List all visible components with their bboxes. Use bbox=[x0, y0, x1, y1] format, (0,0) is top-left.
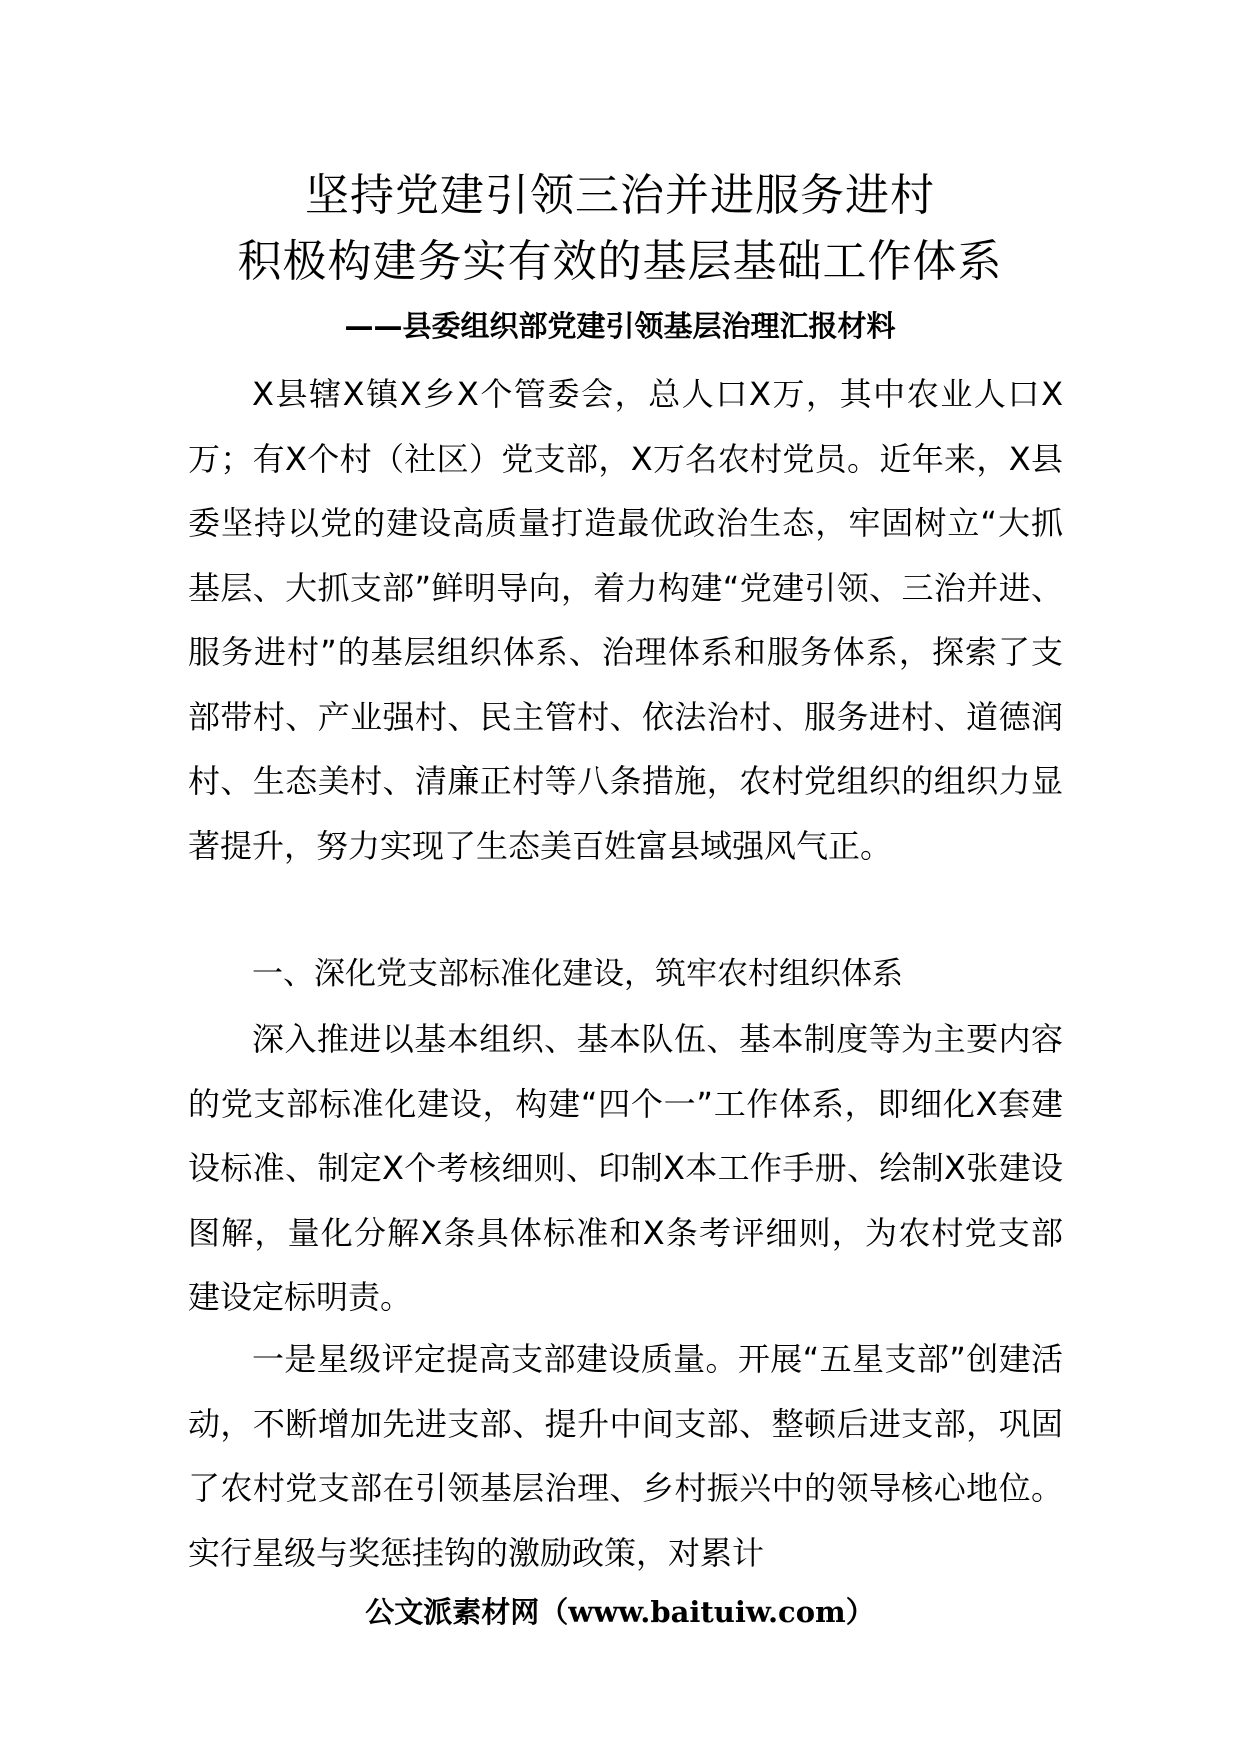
section-1-point-1-paragraph: 一是星级评定提高支部建设质量。开展“五星支部”创建活动，不断增加先进支部、提升中间支部、整顿后进支部，巩固了农村党支部在引领基层治理、乡村振兴中的领导核心地位。实行星级与奖惩挂钩的激励政策，对累计 bbox=[188, 1340, 1063, 1572]
section-1-heading: 一、深化党支部标准化建设，筑牢农村组织体系 bbox=[252, 956, 903, 992]
document-title-line-2: 积极构建务实有效的基层基础工作体系 bbox=[237, 236, 1003, 287]
footer-watermark: 公文派素材网（www.baituiw.com） bbox=[365, 1595, 875, 1629]
intro-paragraph: X县辖X镇X乡X个管委会，总人口X万，其中农业人口X万；有X个村（社区）党支部，X万名农村党员。近年来，X县委坚持以党的建设高质量打造最优政治生态，牢固树立“大抓基层、大抓支部”鲜明导向，着力构建“党建引领、三治并进、服务进村”的基层组织体系、治理体系和服务体系，探索了支部带村、产业强村、民主管村、依法治村、服务进村、道德润村、生态美村、清廉正村等八条措施，农村党组织的组织力显著提升，努力实现了生态美百姓富县域强风气正。 bbox=[188, 375, 1063, 865]
section-1-paragraph: 深入推进以基本组织、基本队伍、基本制度等为主要内容的党支部标准化建设，构建“四个一”工作体系，即细化X套建设标准、制定X个考核细则、印制X本工作手册、绘制X张建设图解，量化分解X条具体标准和X条考评细则，为农村党支部建设定标明责。 bbox=[188, 1020, 1063, 1316]
document-title-line-1: 坚持党建引领三治并进服务进村 bbox=[305, 170, 935, 221]
document-subtitle: ——县委组织部党建引领基层治理汇报材料 bbox=[344, 309, 896, 343]
